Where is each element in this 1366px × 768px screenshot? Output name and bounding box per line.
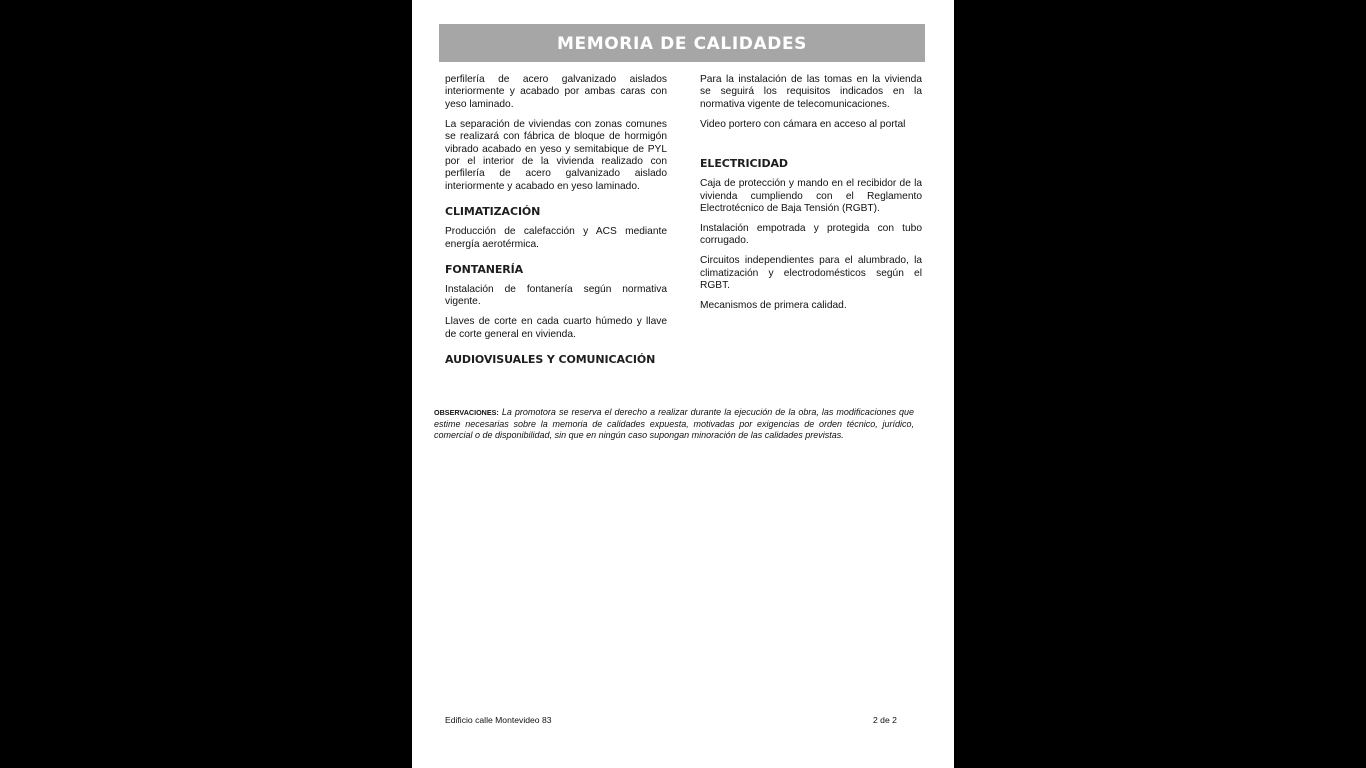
paragraph: perfilería de acero galvanizado aislados interiormente y acabado por ambas caras con yeso laminado.	[445, 74, 667, 110]
paragraph: La separación de viviendas con zonas comunes se realizará con fábrica de bloque de hormigón vibrado acabado en yeso y semitabique de PYL por el interior de la vivienda realizado con perfilería de acero galvanizado aislado interiormente y acabado en yeso laminado.	[445, 118, 667, 192]
paragraph: Producción de calefacción y ACS mediante energía aerotérmica.	[445, 226, 667, 250]
paragraph: Llaves de corte en cada cuarto húmedo y llave de corte general en vivienda.	[445, 316, 667, 340]
footer-building-name: Edificio calle Montevideo 83	[445, 715, 552, 725]
section-heading-fontaneria: FONTANERÍA	[445, 263, 524, 277]
right-column	[700, 74, 922, 320]
page-title-banner: MEMORIA DE CALIDADES	[439, 24, 925, 62]
paragraph: Instalación de fontanería según normativa vigente.	[445, 284, 667, 308]
footer-page-number: 2 de 2	[873, 715, 897, 725]
paragraph: Caja de protección y mando en el recibidor de la vivienda cumpliendo con el Reglamento Electrotécnico de Baja Tensión (RGBT).	[700, 178, 922, 215]
section-heading-audiovisuales: AUDIOVISUALES Y COMUNICACIÓN	[445, 353, 656, 367]
left-column	[445, 74, 667, 374]
section-heading-electricidad: ELECTRICIDAD	[700, 157, 788, 171]
paragraph: Video portero con cámara en acceso al portal	[700, 118, 906, 130]
observaciones-note	[434, 407, 914, 442]
section-heading-climatizacion: CLIMATIZACIÓN	[445, 205, 541, 219]
document-page	[412, 0, 954, 768]
observaciones-text: La promotora se reserva el derecho a realizar durante la ejecución de la obra, las modificaciones que estime necesarias sobre la memoria de calidades expuesta, motivadas por exigencias de orden técnico, jurídico, comercial o de disponibilidad, sin que en ningún caso supongan minoración de las calidades previstas.	[434, 407, 914, 441]
paragraph: Para la instalación de las tomas en la vivienda se seguirá los requisitos indicados en la normativa vigente de telecomunicaciones.	[700, 74, 922, 110]
observaciones-label: OBSERVACIONES:	[434, 408, 499, 417]
paragraph: Instalación empotrada y protegida con tubo corrugado.	[700, 223, 922, 247]
paragraph: Circuitos independientes para el alumbrado, la climatización y electrodomésticos según el RGBT.	[700, 255, 922, 292]
paragraph: Mecanismos de primera calidad.	[700, 300, 847, 312]
